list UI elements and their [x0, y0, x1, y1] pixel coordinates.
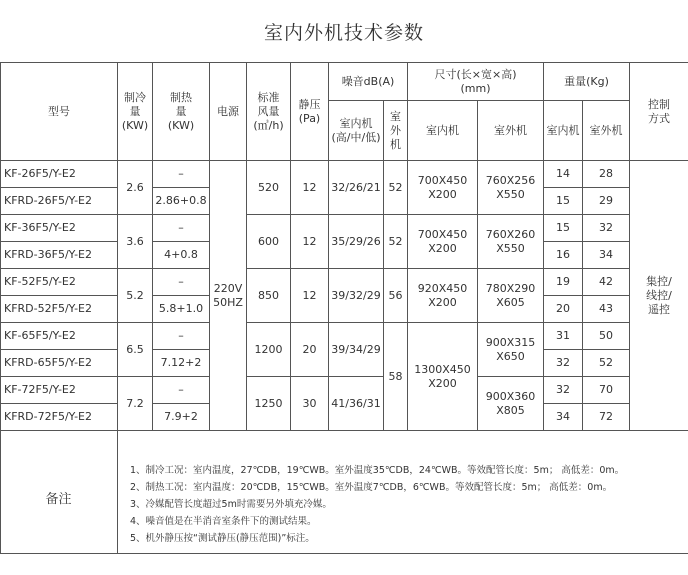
power-cell: 220V 50HZ [210, 161, 247, 431]
cooling-cell: 3.6 [118, 215, 153, 269]
size-outdoor-cell: 760X260 X550 [478, 215, 544, 269]
note-item: 4、噪音值是在半消音室条件下的测试结果。 [130, 516, 317, 527]
remarks-label: 备注 [45, 492, 72, 507]
airflow-cell: 1200 [247, 323, 291, 377]
header-weight-outdoor: 室外机 [583, 101, 630, 161]
control-cell: 集控/ 线控/ 遥控 [630, 161, 688, 431]
table-row [1, 323, 688, 350]
note-item: 3、冷媒配管长度超过5m时需要另外填充冷媒。 [130, 499, 332, 510]
weight-indoor-cell: 31 [544, 323, 583, 350]
header-airflow: 标准 风量 (㎥/h) [247, 63, 291, 161]
weight-outdoor-cell: 34 [583, 242, 630, 269]
header-size-outdoor: 室外机 [478, 101, 544, 161]
cooling-cell: 6.5 [118, 323, 153, 377]
cooling-cell: 7.2 [118, 377, 153, 431]
heating-cell: – [153, 161, 210, 188]
table-row [1, 269, 688, 296]
size-indoor-cell: 700X450 X200 [408, 215, 478, 269]
heating-cell: 5.8+1.0 [153, 296, 210, 323]
model-cell: KFRD-72F5/Y-E2 [1, 404, 118, 431]
size-indoor-cell: 920X450 X200 [408, 269, 478, 323]
weight-indoor-cell: 14 [544, 161, 583, 188]
weight-indoor-cell: 32 [544, 377, 583, 404]
header-size-indoor: 室内机 [408, 101, 478, 161]
table-row [1, 377, 688, 404]
header-heating: 制热 量 (KW) [153, 63, 210, 161]
static-cell: 12 [291, 215, 329, 269]
model-cell: KFRD-26F5/Y-E2 [1, 188, 118, 215]
note-item: 2、制热工况：室内温度：20℃DB，15℃WB。室外温度7℃DB，6℃WB。等效配管长度：5m； 高低差：0m。 [130, 482, 613, 493]
heating-cell: – [153, 323, 210, 350]
table-row [1, 161, 688, 188]
model-cell: KFRD-65F5/Y-E2 [1, 350, 118, 377]
size-outdoor-cell: 900X360 X805 [478, 377, 544, 431]
model-cell: KF-72F5/Y-E2 [1, 377, 118, 404]
header-weight: 重量(Kg) [544, 63, 630, 101]
header-power: 电源 [210, 63, 247, 161]
weight-outdoor-cell: 70 [583, 377, 630, 404]
noise-outdoor-cell: 52 [384, 215, 408, 269]
noise-outdoor-cell: 58 [384, 323, 408, 431]
header-noise: 噪音dB(A) [329, 63, 408, 101]
model-cell: KFRD-52F5/Y-E2 [1, 296, 118, 323]
static-cell: 12 [291, 161, 329, 215]
note-item: 1、制冷工况：室内温度，27℃DB，19℃WB。室外温度35℃DB，24℃WB。等效配管长度：5m； 高低差：0m。 [130, 465, 625, 476]
noise-indoor-cell: 39/32/29 [329, 269, 384, 323]
header-noise-outdoor: 室外 机 [384, 101, 408, 161]
weight-outdoor-cell: 50 [583, 323, 630, 350]
weight-indoor-cell: 16 [544, 242, 583, 269]
weight-outdoor-cell: 72 [583, 404, 630, 431]
heating-cell: 7.9+2 [153, 404, 210, 431]
weight-indoor-cell: 15 [544, 215, 583, 242]
table-row [1, 215, 688, 242]
weight-indoor-cell: 19 [544, 269, 583, 296]
static-cell: 30 [291, 377, 329, 431]
weight-indoor-cell: 32 [544, 350, 583, 377]
size-indoor-cell: 700X450 X200 [408, 161, 478, 215]
weight-outdoor-cell: 52 [583, 350, 630, 377]
heating-cell: – [153, 215, 210, 242]
noise-indoor-cell: 41/36/31 [329, 377, 384, 431]
static-cell: 20 [291, 323, 329, 377]
note-item: 5、机外静压按“测试静压(静压范围)”标注。 [130, 533, 315, 544]
noise-indoor-cell: 32/26/21 [329, 161, 384, 215]
weight-indoor-cell: 15 [544, 188, 583, 215]
weight-outdoor-cell: 32 [583, 215, 630, 242]
heating-cell: – [153, 377, 210, 404]
noise-outdoor-cell: 52 [384, 161, 408, 215]
size-outdoor-cell: 900X315 X650 [478, 323, 544, 377]
size-indoor-cell: 1300X450 X200 [408, 323, 478, 431]
heating-cell: 4+0.8 [153, 242, 210, 269]
size-outdoor-cell: 780X290 X605 [478, 269, 544, 323]
header-cooling: 制冷 量 (KW) [118, 63, 153, 161]
model-cell: KF-26F5/Y-E2 [1, 161, 118, 188]
heating-cell: 7.12+2 [153, 350, 210, 377]
header-noise-indoor: 室内机 (高/中/低) [329, 101, 384, 161]
weight-outdoor-cell: 42 [583, 269, 630, 296]
weight-outdoor-cell: 43 [583, 296, 630, 323]
noise-outdoor-cell: 56 [384, 269, 408, 323]
airflow-cell: 850 [247, 269, 291, 323]
header-weight-indoor: 室内机 [544, 101, 583, 161]
static-cell: 12 [291, 269, 329, 323]
model-cell: KF-52F5/Y-E2 [1, 269, 118, 296]
header-model: 型号 [1, 63, 118, 161]
model-cell: KF-65F5/Y-E2 [1, 323, 118, 350]
page-title: 室内外机技术参数 [263, 22, 424, 44]
heating-cell: 2.86+0.8 [153, 188, 210, 215]
weight-indoor-cell: 34 [544, 404, 583, 431]
size-outdoor-cell: 760X256 X550 [478, 161, 544, 215]
model-cell: KFRD-36F5/Y-E2 [1, 242, 118, 269]
header-size: 尺寸(长×宽×高) (mm) [408, 63, 544, 101]
weight-indoor-cell: 20 [544, 296, 583, 323]
airflow-cell: 600 [247, 215, 291, 269]
heating-cell: – [153, 269, 210, 296]
header-static: 静压 (Pa) [291, 63, 329, 161]
weight-outdoor-cell: 29 [583, 188, 630, 215]
noise-indoor-cell: 35/29/26 [329, 215, 384, 269]
notes-list [130, 462, 680, 547]
airflow-cell: 520 [247, 161, 291, 215]
noise-indoor-cell: 39/34/29 [329, 323, 384, 377]
header-control: 控制 方式 [630, 63, 688, 161]
weight-outdoor-cell: 28 [583, 161, 630, 188]
model-cell: KF-36F5/Y-E2 [1, 215, 118, 242]
airflow-cell: 1250 [247, 377, 291, 431]
cooling-cell: 2.6 [118, 161, 153, 215]
cooling-cell: 5.2 [118, 269, 153, 323]
